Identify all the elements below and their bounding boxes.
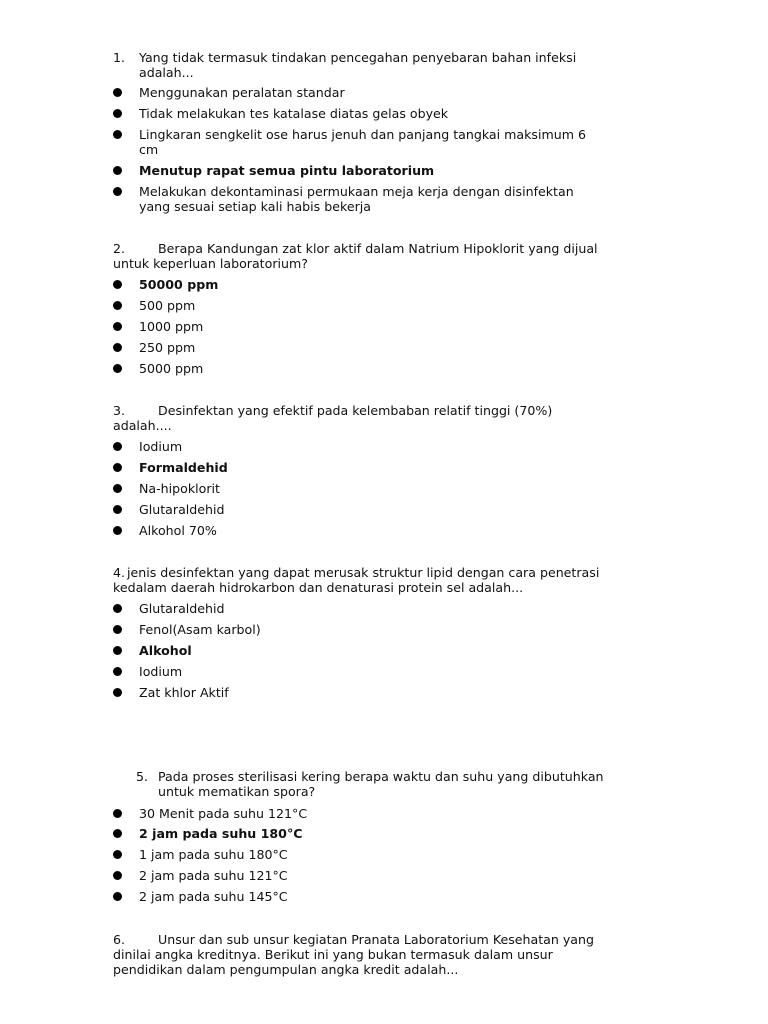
question-3-option-5: Alkohol 70% [139, 523, 217, 538]
question-4-text: kedalam daerah hidrokarbon dan denaturasi protein sel adalah... [113, 580, 524, 595]
bullet-icon [113, 484, 122, 493]
question-3-option-4: Glutaraldehid [139, 502, 225, 517]
bullet-icon [113, 526, 122, 535]
question-5-option-1: 30 Menit pada suhu 121°C [139, 806, 308, 821]
bullet-icon [113, 688, 122, 697]
question-5-option-4: 2 jam pada suhu 121°C [139, 868, 288, 883]
question-5-text: untuk mematikan spora? [158, 784, 316, 799]
question-6-text: pendidikan dalam pengumpulan angka kredit adalah... [113, 962, 459, 977]
question-2-option-1-answer: 50000 ppm [139, 277, 219, 292]
question-5-option-2-answer: 2 jam pada suhu 180°C [139, 826, 303, 841]
bullet-icon [113, 809, 122, 818]
bullet-icon [113, 892, 122, 901]
question-4-option-2: Fenol(Asam karbol) [139, 622, 261, 637]
bullet-icon [113, 280, 122, 289]
question-2-number: 2. [113, 241, 126, 256]
question-2-option-3: 1000 ppm [139, 319, 204, 334]
bullet-icon [113, 130, 122, 139]
bullet-icon [113, 364, 122, 373]
question-1-number: 1. [113, 50, 126, 65]
bullet-icon [113, 301, 122, 310]
bullet-icon [113, 442, 122, 451]
bullet-icon [113, 322, 122, 331]
bullet-icon [113, 646, 122, 655]
question-1-text: Yang tidak termasuk tindakan pencegahan penyebaran bahan infeksi [139, 50, 577, 65]
question-3-text: adalah.... [113, 418, 172, 433]
question-4-option-5: Zat khlor Aktif [139, 685, 229, 700]
question-2-text: Berapa Kandungan zat klor aktif dalam Natrium Hipoklorit yang dijual [158, 241, 598, 256]
question-5-option-3: 1 jam pada suhu 180°C [139, 847, 288, 862]
question-2-text: untuk keperluan laboratorium? [113, 256, 308, 271]
question-6-number: 6. [113, 932, 126, 947]
bullet-icon [113, 667, 122, 676]
question-4-number: 4. [113, 565, 126, 580]
question-2-option-2: 500 ppm [139, 298, 196, 313]
bullet-icon [113, 625, 122, 634]
bullet-icon [113, 829, 122, 838]
question-5-number: 5. [136, 769, 149, 784]
question-4-option-3-answer: Alkohol [139, 643, 192, 658]
question-2-option-4: 250 ppm [139, 340, 196, 355]
question-2-option-5: 5000 ppm [139, 361, 204, 376]
question-4-option-1: Glutaraldehid [139, 601, 225, 616]
question-1-option-2: Tidak melakukan tes katalase diatas gelas obyek [139, 106, 449, 121]
question-4-text: jenis desinfektan yang dapat merusak struktur lipid dengan cara penetrasi [127, 565, 600, 580]
question-1-option-5: yang sesuai setiap kali habis bekerja [139, 199, 371, 214]
question-3-text: Desinfektan yang efektif pada kelembaban relatif tinggi (70%) [158, 403, 553, 418]
question-1-option-1: Menggunakan peralatan standar [139, 85, 345, 100]
bullet-icon [113, 109, 122, 118]
bullet-icon [113, 604, 122, 613]
question-3-option-1: Iodium [139, 439, 183, 454]
question-4-option-4: Iodium [139, 664, 183, 679]
question-1-option-5: Melakukan dekontaminasi permukaan meja kerja dengan disinfektan [139, 184, 574, 199]
question-6-text: Unsur dan sub unsur kegiatan Pranata Laboratorium Kesehatan yang [158, 932, 594, 947]
bullet-icon [113, 343, 122, 352]
bullet-icon [113, 850, 122, 859]
question-3-option-3: Na-hipoklorit [139, 481, 220, 496]
question-1-option-3: Lingkaran sengkelit ose harus jenuh dan panjang tangkai maksimum 6 [139, 127, 586, 142]
bullet-icon [113, 187, 122, 196]
question-1-text: adalah... [139, 65, 194, 80]
bullet-icon [113, 166, 122, 175]
bullet-icon [113, 463, 122, 472]
question-6-text: dinilai angka kreditnya. Berikut ini yang bukan termasuk dalam unsur [113, 947, 553, 962]
bullet-icon [113, 505, 122, 514]
question-3-option-2-answer: Formaldehid [139, 460, 228, 475]
question-5-text: Pada proses sterilisasi kering berapa waktu dan suhu yang dibutuhkan [158, 769, 604, 784]
bullet-icon [113, 88, 122, 97]
question-1-option-4-answer: Menutup rapat semua pintu laboratorium [139, 163, 435, 178]
question-3-number: 3. [113, 403, 126, 418]
question-5-option-5: 2 jam pada suhu 145°C [139, 889, 288, 904]
bullet-icon [113, 871, 122, 880]
question-1-option-3: cm [139, 142, 159, 157]
